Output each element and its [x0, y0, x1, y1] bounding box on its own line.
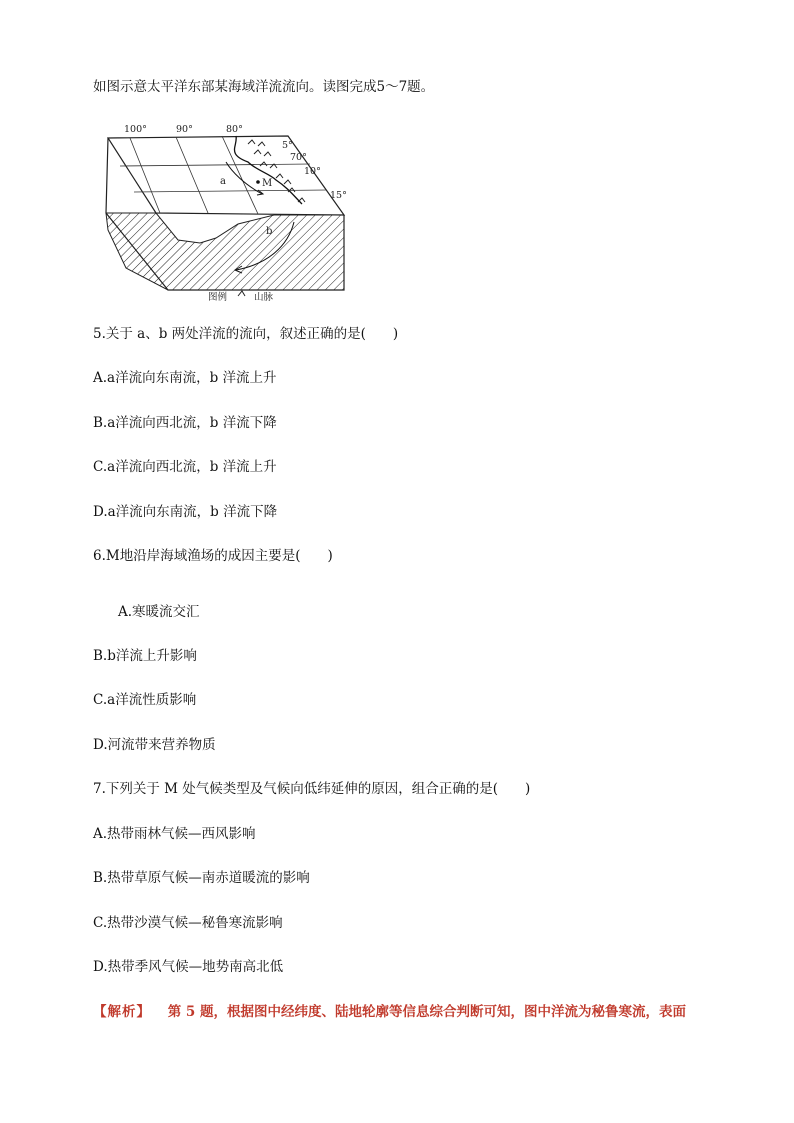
latitude-label: 15° — [330, 190, 347, 201]
q7-option-c[interactable]: C.热带沙漠气候—秘鲁寒流影响 — [93, 915, 283, 931]
longitude-label: 80° — [226, 124, 243, 135]
q7-stem: 7.下列关于 M 处气候类型及气候向低纬延伸的原因，组合正确的是( ) — [93, 781, 531, 797]
latitude-label: 10° — [304, 166, 321, 177]
label-b: b — [266, 226, 273, 237]
q5-option-b[interactable]: B.a洋流向西北流，b 洋流下降 — [93, 415, 277, 431]
isoline-label: 70° — [290, 152, 307, 163]
ocean-current-block-diagram — [98, 118, 360, 304]
current-a-arrow — [226, 162, 262, 194]
mountain-symbols — [248, 140, 305, 202]
q6-option-c[interactable]: C.a洋流性质影响 — [93, 692, 197, 708]
q7-option-a[interactable]: A.热带雨林气候—西风影响 — [93, 826, 256, 842]
land-cross-section — [106, 213, 344, 290]
q6-option-a[interactable]: A.寒暖流交汇 — [118, 604, 200, 620]
q6-option-d[interactable]: D.河流带来营养物质 — [93, 737, 216, 753]
q6-option-b[interactable]: B.b洋流上升影响 — [93, 648, 197, 664]
point-m — [256, 180, 260, 184]
q6-stem: 6.M地沿岸海域渔场的成因主要是( ) — [93, 548, 333, 564]
label-m: M — [262, 178, 273, 189]
analysis-text: 第 5 题，根据图中经纬度、陆地轮廓等信息综合判断可知，图中洋流为秘鲁寒流，表面 — [167, 1004, 686, 1020]
q5-option-d[interactable]: D.a洋流向东南流，b 洋流下降 — [93, 504, 278, 520]
q5-stem: 5.关于 a、b 两处洋流的流向，叙述正确的是( ) — [93, 326, 399, 342]
q7-option-b[interactable]: B.热带草原气候—南赤道暖流的影响 — [93, 870, 310, 886]
label-a: a — [220, 176, 226, 187]
longitude-label: 100° — [124, 124, 147, 135]
q5-option-a[interactable]: A.a洋流向东南流，b 洋流上升 — [93, 370, 277, 386]
legend-prefix: 图例 — [208, 292, 228, 303]
q7-option-d[interactable]: D.热带季风气候—地势南高北低 — [93, 959, 284, 975]
q5-option-c[interactable]: C.a洋流向西北流，b 洋流上升 — [93, 459, 277, 475]
intro-text: 如图示意太平洋东部某海域洋流流向。读图完成5～7题。 — [93, 79, 435, 95]
legend-label: 山脉 — [254, 292, 274, 303]
analysis-paragraph — [93, 1003, 686, 1021]
analysis-tag: 【解析】 — [93, 1004, 151, 1020]
longitude-label: 90° — [176, 124, 193, 135]
latitude-label: 5° — [282, 140, 293, 151]
mountain-legend-icon — [238, 291, 245, 296]
